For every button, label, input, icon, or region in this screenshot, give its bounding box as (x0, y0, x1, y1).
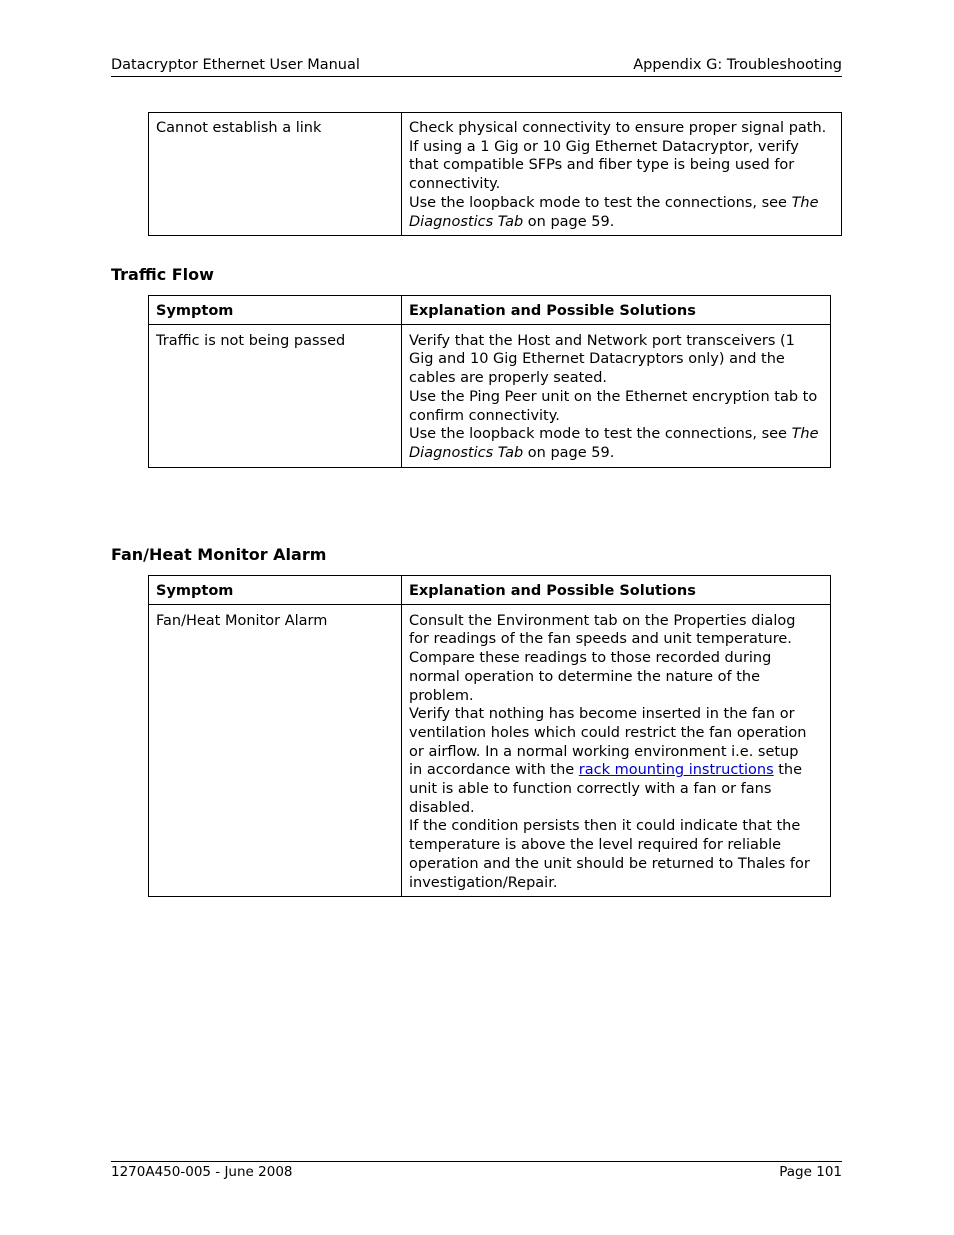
fan-heat-heading: Fan/Heat Monitor Alarm (111, 545, 327, 564)
symptom-cell: Fan/Heat Monitor Alarm (149, 604, 402, 897)
header-title: Datacryptor Ethernet User Manual (111, 57, 360, 73)
header-section: Appendix G: Troubleshooting (633, 57, 842, 73)
solution-line: normal operation to determine the nature of the (409, 668, 761, 685)
solution-line: Diagnostics Tab on page 59. (409, 444, 615, 461)
solution-line: confirm connectivity. (409, 407, 560, 424)
symptom-cell: Cannot establish a link (149, 113, 402, 236)
solution-line: connectivity. (409, 176, 501, 193)
table-row (149, 604, 831, 897)
solution-line: temperature is above the level required for reliable (409, 837, 782, 854)
reference-italic: The (791, 194, 819, 211)
page-header (111, 55, 842, 77)
reference-italic: Diagnostics Tab (409, 444, 524, 461)
solution-line: ventilation holes which could restrict the fan operation (409, 724, 807, 741)
solution-line: Gig and 10 Gig Ethernet Datacryptors only) and the (409, 351, 785, 368)
solution-line: in accordance with the rack mounting instructions the (409, 762, 803, 779)
solution-line: Consult the Environment tab on the Properties dialog (409, 612, 796, 629)
solution-line: Diagnostics Tab on page 59. (409, 213, 615, 230)
reference-italic: The (791, 426, 819, 443)
solution-line: Verify that the Host and Network port transceivers (1 (409, 332, 795, 349)
solution-line: disabled. (409, 799, 475, 816)
solution-cell (402, 113, 842, 236)
solution-cell (402, 604, 831, 897)
solution-line: for readings of the fan speeds and unit temperature. (409, 631, 792, 648)
table-header-row (149, 576, 831, 605)
symptom-cell: Traffic is not being passed (149, 324, 402, 467)
document-number: 1270A450-005 - June 2008 (111, 1164, 293, 1180)
column-header-symptom: Symptom (149, 576, 402, 605)
rack-mounting-link[interactable]: rack mounting instructions (578, 762, 774, 779)
link-table (148, 112, 842, 236)
solution-line: that compatible SFPs and fiber type is being used for (409, 157, 795, 174)
solution-line: Use the loopback mode to test the connections, see The (409, 426, 819, 443)
table-header-row (149, 296, 831, 325)
page-footer (111, 1161, 842, 1180)
solution-line: If the condition persists then it could indicate that the (409, 818, 801, 835)
solution-line: If using a 1 Gig or 10 Gig Ethernet Datacryptor, verify (409, 138, 799, 155)
solution-line: Use the Ping Peer unit on the Ethernet encryption tab to (409, 388, 818, 405)
table-row (149, 324, 831, 467)
solution-line: operation and the unit should be returned to Thales for (409, 855, 810, 872)
solution-line: investigation/Repair. (409, 874, 558, 891)
page-number: Page 101 (779, 1164, 842, 1180)
reference-italic: Diagnostics Tab (409, 213, 524, 230)
column-header-solution: Explanation and Possible Solutions (402, 296, 831, 325)
solution-line: Use the loopback mode to test the connections, see The (409, 194, 819, 211)
solution-line: cables are properly seated. (409, 370, 608, 387)
traffic-flow-table (148, 295, 831, 468)
traffic-flow-heading: Traffic Flow (111, 265, 214, 284)
solution-line: Verify that nothing has become inserted in the fan or (409, 706, 795, 723)
solution-line: unit is able to function correctly with a fan or fans (409, 781, 772, 798)
solution-line: or airflow. In a normal working environment i.e. setup (409, 743, 799, 760)
solution-line: Compare these readings to those recorded during (409, 650, 772, 667)
solution-cell (402, 324, 831, 467)
column-header-symptom: Symptom (149, 296, 402, 325)
solution-line: problem. (409, 687, 474, 704)
solution-line: Check physical connectivity to ensure proper signal path. (409, 120, 827, 136)
column-header-solution: Explanation and Possible Solutions (402, 576, 831, 605)
fan-heat-table (148, 575, 831, 897)
table-row (149, 113, 842, 236)
